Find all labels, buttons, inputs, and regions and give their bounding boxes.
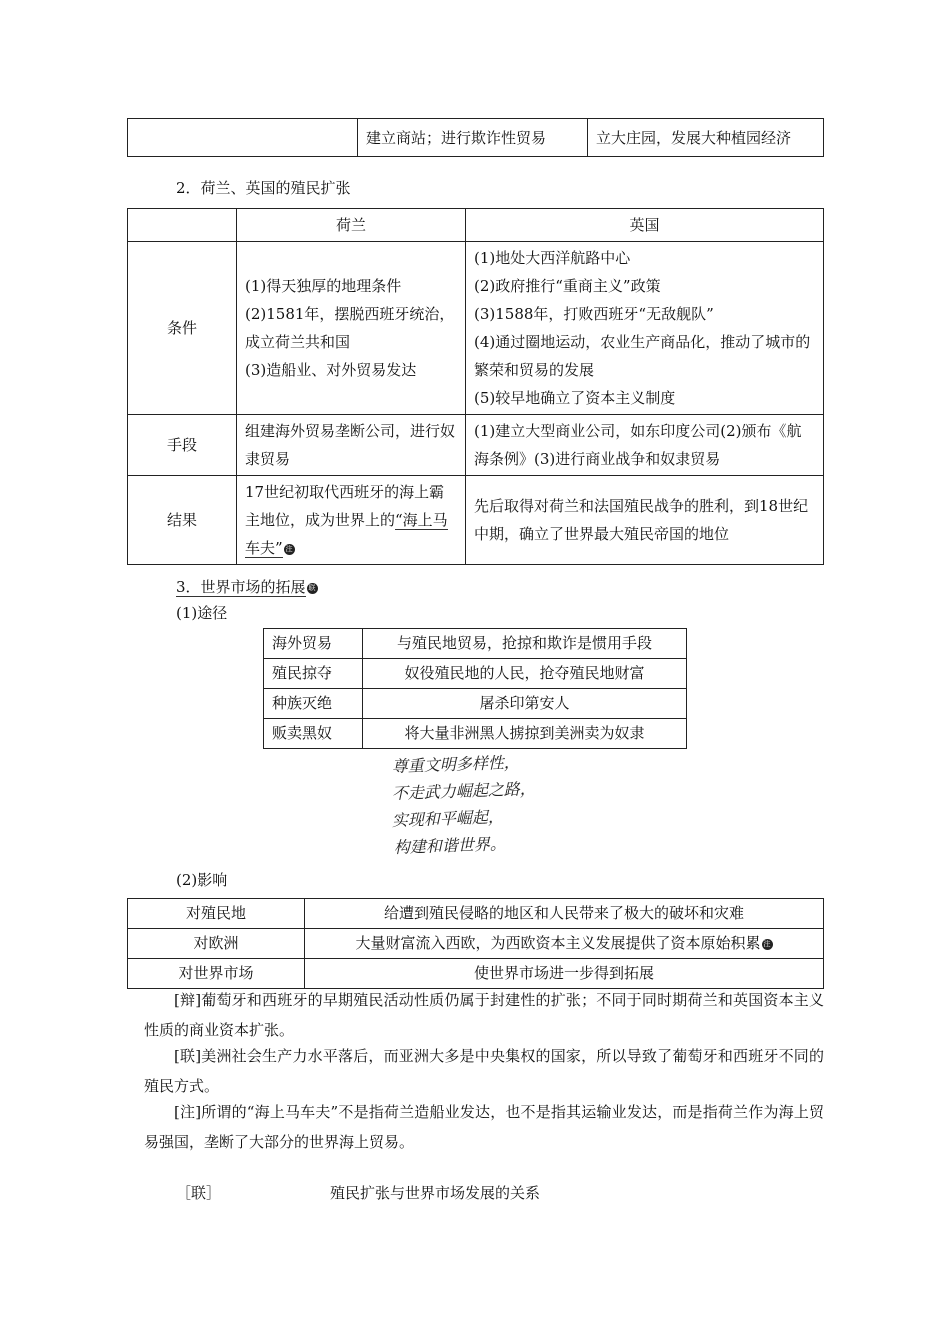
cell-line: (1)地处大西洋航路中心 <box>474 249 631 267</box>
table-row <box>128 242 824 415</box>
handwriting-line: 实现和平崛起， <box>391 807 505 830</box>
table-row <box>264 689 687 719</box>
table-cell: 使世界市场进一步得到拓展 <box>305 959 824 989</box>
note-marker: 注 <box>763 939 771 948</box>
table-row <box>264 629 687 659</box>
table-row <box>264 719 687 749</box>
link-marker: 联 <box>308 583 316 592</box>
note-paragraph-lian: [联]美洲社会生产力水平落后，而亚洲大多是中央集权的国家，所以导致了葡萄牙和西班牙不同的殖民方式。 <box>144 1047 824 1095</box>
section-title: 殖民扩张与世界市场发展的关系 <box>330 1184 541 1202</box>
cell-line: (2)1581年，摆脱西班牙统治，成立荷兰共和国 <box>245 305 455 351</box>
cell-line: (2)政府推行“重商主义”政策 <box>474 277 661 295</box>
note-paragraph-zhu: [注]所谓的“海上马车夫”不是指荷兰造船业发达，也不是指其运输业发达，而是指荷兰作为海上贸易强国，垄断了大部分的世界海上贸易。 <box>144 1103 824 1151</box>
row-label: 贩卖黑奴 <box>264 719 363 749</box>
row-label: 种族灭绝 <box>264 689 363 719</box>
table-cell: 奴役殖民地的人民，抢夺殖民地财富 <box>363 659 687 689</box>
table-header-row <box>128 209 824 242</box>
table-cell <box>305 929 824 959</box>
handwriting-line: 不走武力崛起之路， <box>391 778 537 803</box>
cell-line: (3)1588年，打败西班牙“无敌舰队” <box>474 305 714 323</box>
section-heading: 2．荷兰、英国的殖民扩张 <box>176 179 351 197</box>
table-row <box>128 929 824 959</box>
row-label: 对殖民地 <box>128 899 305 929</box>
row-label: 结果 <box>128 476 237 565</box>
section-title: 3．世界市场的拓展 <box>176 578 306 596</box>
column-header <box>128 209 237 242</box>
holland-england-table <box>127 208 824 565</box>
ways-table <box>263 628 687 749</box>
table-cell: 给遭到殖民侵略的地区和人民带来了极大的破坏和灾难 <box>305 899 824 929</box>
section-heading <box>176 576 318 597</box>
table-cell: 先后取得对荷兰和法国殖民战争的胜利，到18世纪中期，确立了世界最大殖民帝国的地位 <box>466 476 824 565</box>
table-cell <box>237 476 466 565</box>
table-cell <box>466 242 824 415</box>
subheading: (2)影响 <box>176 871 228 889</box>
table-cell: 将大量非洲黑人掳掠到美洲卖为奴隶 <box>363 719 687 749</box>
row-label: 对世界市场 <box>128 959 305 989</box>
handwriting-line: 构建和谐世界。 <box>393 834 507 857</box>
row-label: 条件 <box>128 242 237 415</box>
colonial-methods-table-fragment <box>127 118 824 157</box>
cell-line: (1)得天独厚的地理条件 <box>245 277 402 295</box>
table-row <box>128 476 824 565</box>
subheading: (1)途径 <box>176 604 228 622</box>
table-row <box>128 415 824 476</box>
table-cell: 屠杀印第安人 <box>363 689 687 719</box>
underlined-term: “海上马车夫” <box>245 511 448 557</box>
handwritten-inscription <box>390 752 580 862</box>
column-header: 英国 <box>466 209 824 242</box>
table-cell <box>237 242 466 415</box>
table-cell: (1)建立大型商业公司，如东印度公司(2)颁布《航海条例》(3)进行商业战争和奴隶贸易 <box>466 415 824 476</box>
note-paragraph-bian: [辩]葡萄牙和西班牙的早期殖民活动性质仍属于封建性的扩张；不同于同时期荷兰和英国资本主义性质的商业资本扩张。 <box>144 991 824 1039</box>
cell-line: (3)造船业、对外贸易发达 <box>245 361 417 379</box>
table-row <box>264 659 687 689</box>
table-row <box>128 959 824 989</box>
cell-text: 大量财富流入西欧，为西欧资本主义发展提供了资本原始积累 <box>355 934 761 952</box>
handwriting-line: 尊重文明多样性， <box>391 752 521 776</box>
column-header: 荷兰 <box>237 209 466 242</box>
row-label: 殖民掠夺 <box>264 659 363 689</box>
table-cell <box>128 119 358 157</box>
table-cell: 建立商站；进行欺诈性贸易 <box>358 119 588 157</box>
row-label: 手段 <box>128 415 237 476</box>
effects-table <box>127 898 824 989</box>
table-cell: 与殖民地贸易，抢掠和欺诈是惯用手段 <box>363 629 687 659</box>
row-label: 海外贸易 <box>264 629 363 659</box>
section-label: ［联］ <box>176 1184 222 1202</box>
cell-line: (5)较早地确立了资本主义制度 <box>474 389 676 407</box>
note-marker: 注 <box>285 544 293 553</box>
row-label: 对欧洲 <box>128 929 305 959</box>
table-row <box>128 899 824 929</box>
table-cell: 组建海外贸易垄断公司，进行奴隶贸易 <box>237 415 466 476</box>
table-cell: 立大庄园，发展大种植园经济 <box>588 119 824 157</box>
table-row <box>128 119 824 157</box>
cell-line: (4)通过圈地运动，农业生产商品化，推动了城市的繁荣和贸易的发展 <box>474 333 811 379</box>
cell-text: 17世纪初取代西班牙的海上霸主地位，成为世界上的 <box>245 483 445 529</box>
